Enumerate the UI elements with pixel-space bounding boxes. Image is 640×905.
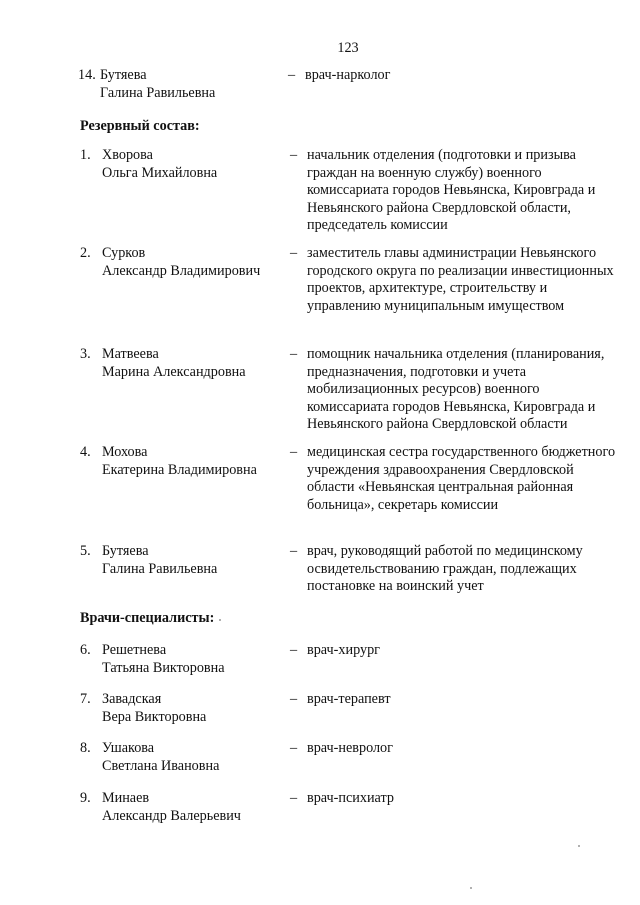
entry-number: 1. <box>80 147 91 163</box>
scan-speck <box>578 845 580 847</box>
member-given-names: Светлана Ивановна <box>102 757 220 774</box>
member-role: врач, руководящий работой по медицинскому освидетельствованию граждан, подлежащих постановке на воинский учет <box>307 543 583 594</box>
separator-dash: – <box>290 740 298 756</box>
entry-number: 4. <box>80 444 91 460</box>
member-role: начальник отделения (подготовки и призыва граждан на военную службу) военного комиссариата городов Невьянска, Кировграда и Невьянского района Свердловской области, председатель комиссии <box>307 147 596 233</box>
entry-number: 5. <box>80 543 91 559</box>
member-role: врач-нарколог <box>305 67 391 83</box>
member-surname: Завадская <box>102 691 162 707</box>
member-given-names: Галина Равильевна <box>100 84 216 101</box>
member-role: заместитель главы администрации Невьянского городского округа по реализации инвестиционных проектов, архитектуре, строительству и управлению муниципальным имуществом <box>307 245 614 314</box>
separator-dash: – <box>288 67 296 83</box>
member-role: врач-психиатр <box>307 790 394 806</box>
separator-dash: – <box>290 642 298 658</box>
member-name <box>102 740 292 775</box>
member-given-names: Ольга Михайловна <box>102 164 218 181</box>
separator-dash: – <box>290 790 298 806</box>
member-name <box>102 790 292 825</box>
member-role: врач-терапевт <box>307 691 391 707</box>
member-role: врач-невролог <box>307 740 393 756</box>
member-surname: Минаев <box>102 790 150 806</box>
separator-dash: – <box>290 245 298 261</box>
entry-number: 2. <box>80 245 91 261</box>
member-name <box>102 691 292 726</box>
separator-dash: – <box>290 543 298 559</box>
member-surname: Сурков <box>102 245 146 261</box>
scan-speck <box>470 887 472 889</box>
member-name <box>102 147 292 182</box>
member-name <box>102 543 292 578</box>
entry-number: 9. <box>80 790 91 806</box>
entry-number: 6. <box>80 642 91 658</box>
member-name <box>102 642 292 677</box>
member-given-names: Александр Владимирович <box>102 262 261 279</box>
member-role: медицинская сестра государственного бюджетного учреждения здравоохранения Свердловской области «Невьянская центральная районная больница», секретарь комиссии <box>307 444 616 513</box>
reserve-heading: Резервный состав: <box>80 118 200 134</box>
member-given-names: Екатерина Владимировна <box>102 461 257 478</box>
member-role: помощник начальника отделения (планирования, предназначения, подготовки и учета мобилизационных ресурсов) военного комиссариата городов Невьянска, Кировграда и Невьянского района Свердловской области <box>307 346 605 432</box>
entry-number: 8. <box>80 740 91 756</box>
entry-number: 7. <box>80 691 91 707</box>
member-surname: Матвеева <box>102 346 159 362</box>
entry-number: 14. <box>78 67 96 83</box>
member-surname: Хворова <box>102 147 153 163</box>
member-given-names: Александр Валерьевич <box>102 807 241 824</box>
member-given-names: Вера Викторовна <box>102 708 207 725</box>
member-surname: Мохова <box>102 444 148 460</box>
separator-dash: – <box>290 147 298 163</box>
member-name <box>100 67 290 102</box>
member-given-names: Галина Равильевна <box>102 560 218 577</box>
member-given-names: Татьяна Викторовна <box>102 659 225 676</box>
separator-dash: – <box>290 691 298 707</box>
doctors-heading: Врачи-специалисты: <box>80 610 215 626</box>
member-surname: Ушакова <box>102 740 155 756</box>
member-given-names: Марина Александровна <box>102 363 246 380</box>
member-name <box>102 245 292 280</box>
member-name <box>102 346 292 381</box>
scan-speck <box>219 619 221 621</box>
member-role: врач-хирург <box>307 642 380 658</box>
page-number: 123 <box>337 40 359 56</box>
member-surname: Решетнева <box>102 642 167 658</box>
member-name <box>102 444 292 479</box>
member-surname: Бутяева <box>102 543 149 559</box>
entry-number: 3. <box>80 346 91 362</box>
separator-dash: – <box>290 444 298 460</box>
member-surname: Бутяева <box>100 67 147 83</box>
separator-dash: – <box>290 346 298 362</box>
